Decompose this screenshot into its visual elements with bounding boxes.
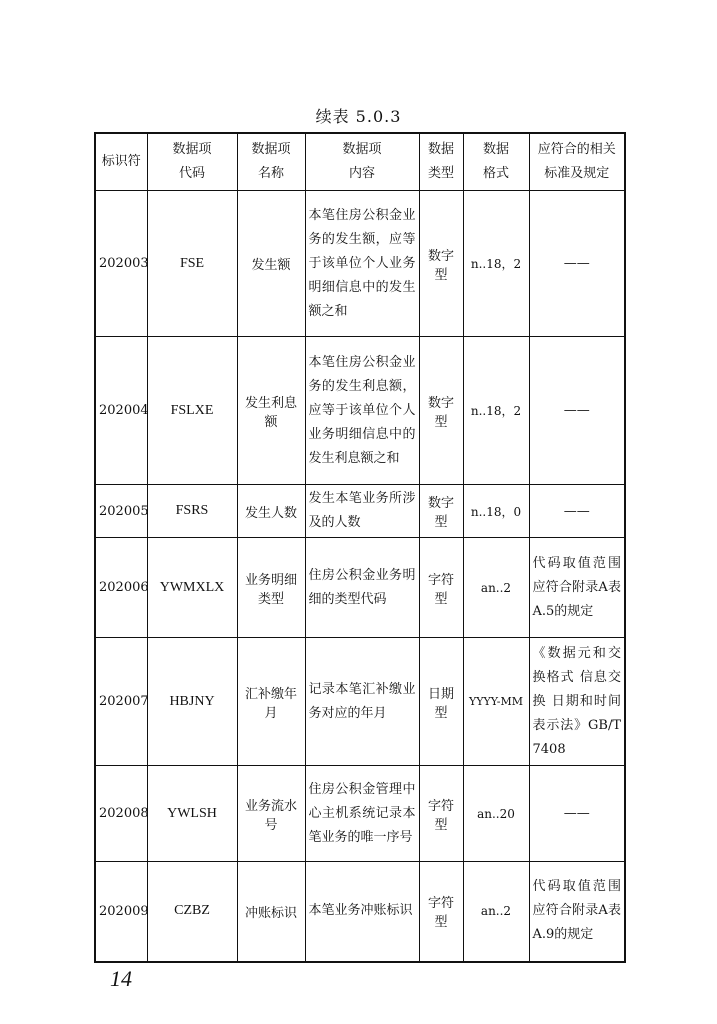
row-name: 冲账标识	[237, 862, 305, 962]
row-standard: ——	[529, 485, 625, 538]
row-type: 字符型	[419, 538, 463, 638]
row-standard: ——	[529, 191, 625, 337]
header-row	[95, 133, 625, 191]
row-content: 住房公积金管理中心主机系统记录本笔业务的唯一序号	[305, 766, 419, 862]
row-content: 本笔业务冲账标识	[305, 862, 419, 962]
row-standard: 代码取值范围应符合附录A表A.5的规定	[529, 538, 625, 638]
header-name: 数据项 名称	[237, 133, 305, 191]
row-type: 数字型	[419, 191, 463, 337]
row-code: FSE	[147, 191, 237, 337]
row-format: an..2	[463, 862, 529, 962]
table-row	[95, 191, 625, 337]
row-standard: 代码取值范围应符合附录A表A.9的规定	[529, 862, 625, 962]
table-row	[95, 638, 625, 766]
row-name: 业务流水号	[237, 766, 305, 862]
row-code: FSLXE	[147, 337, 237, 485]
table-row	[95, 862, 625, 962]
row-format: n..18，2	[463, 191, 529, 337]
row-id: 202007	[95, 638, 147, 766]
table-row	[95, 538, 625, 638]
row-id: 202009	[95, 862, 147, 962]
header-format: 数据 格式	[463, 133, 529, 191]
row-name: 发生人数	[237, 485, 305, 538]
row-type: 数字型	[419, 485, 463, 538]
row-format: an..2	[463, 538, 529, 638]
table-row	[95, 766, 625, 862]
row-id: 202006	[95, 538, 147, 638]
header-code: 数据项 代码	[147, 133, 237, 191]
row-format: an..20	[463, 766, 529, 862]
row-content: 本笔住房公积金业务的发生利息额，应等于该单位个人业务明细信息中的发生利息额之和	[305, 337, 419, 485]
row-type: 数字型	[419, 337, 463, 485]
row-content: 本笔住房公积金业务的发生额，应等于该单位个人业务明细信息中的发生额之和	[305, 191, 419, 337]
row-code: YWLSH	[147, 766, 237, 862]
row-standard: ——	[529, 337, 625, 485]
row-code: YWMXLX	[147, 538, 237, 638]
header-content: 数据项 内容	[305, 133, 419, 191]
data-items-table	[94, 132, 626, 963]
row-code: HBJNY	[147, 638, 237, 766]
row-format: YYYY-MM	[463, 638, 529, 766]
row-id: 202003	[95, 191, 147, 337]
row-id: 202008	[95, 766, 147, 862]
header-type: 数据 类型	[419, 133, 463, 191]
table-row	[95, 485, 625, 538]
row-type: 日期型	[419, 638, 463, 766]
row-name: 汇补缴年月	[237, 638, 305, 766]
page-number: 14	[110, 966, 132, 991]
row-format: n..18，2	[463, 337, 529, 485]
row-standard: 《数据元和交换格式 信息交换 日期和时间表示法》GB/T 7408	[529, 638, 625, 766]
row-name: 发生额	[237, 191, 305, 337]
row-format: n..18，0	[463, 485, 529, 538]
table-caption: 续表 5.0.3	[315, 107, 402, 126]
row-code: FSRS	[147, 485, 237, 538]
row-name: 发生利息额	[237, 337, 305, 485]
header-id: 标识符	[95, 133, 147, 191]
row-content: 住房公积金业务明细的类型代码	[305, 538, 419, 638]
row-type: 字符型	[419, 766, 463, 862]
header-standard: 应符合的相关 标准及规定	[529, 133, 625, 191]
row-name: 业务明细类型	[237, 538, 305, 638]
row-type: 字符型	[419, 862, 463, 962]
row-id: 202004	[95, 337, 147, 485]
row-code: CZBZ	[147, 862, 237, 962]
table-row	[95, 337, 625, 485]
row-id: 202005	[95, 485, 147, 538]
row-content: 记录本笔汇补缴业务对应的年月	[305, 638, 419, 766]
row-content: 发生本笔业务所涉及的人数	[305, 485, 419, 538]
row-standard: ——	[529, 766, 625, 862]
